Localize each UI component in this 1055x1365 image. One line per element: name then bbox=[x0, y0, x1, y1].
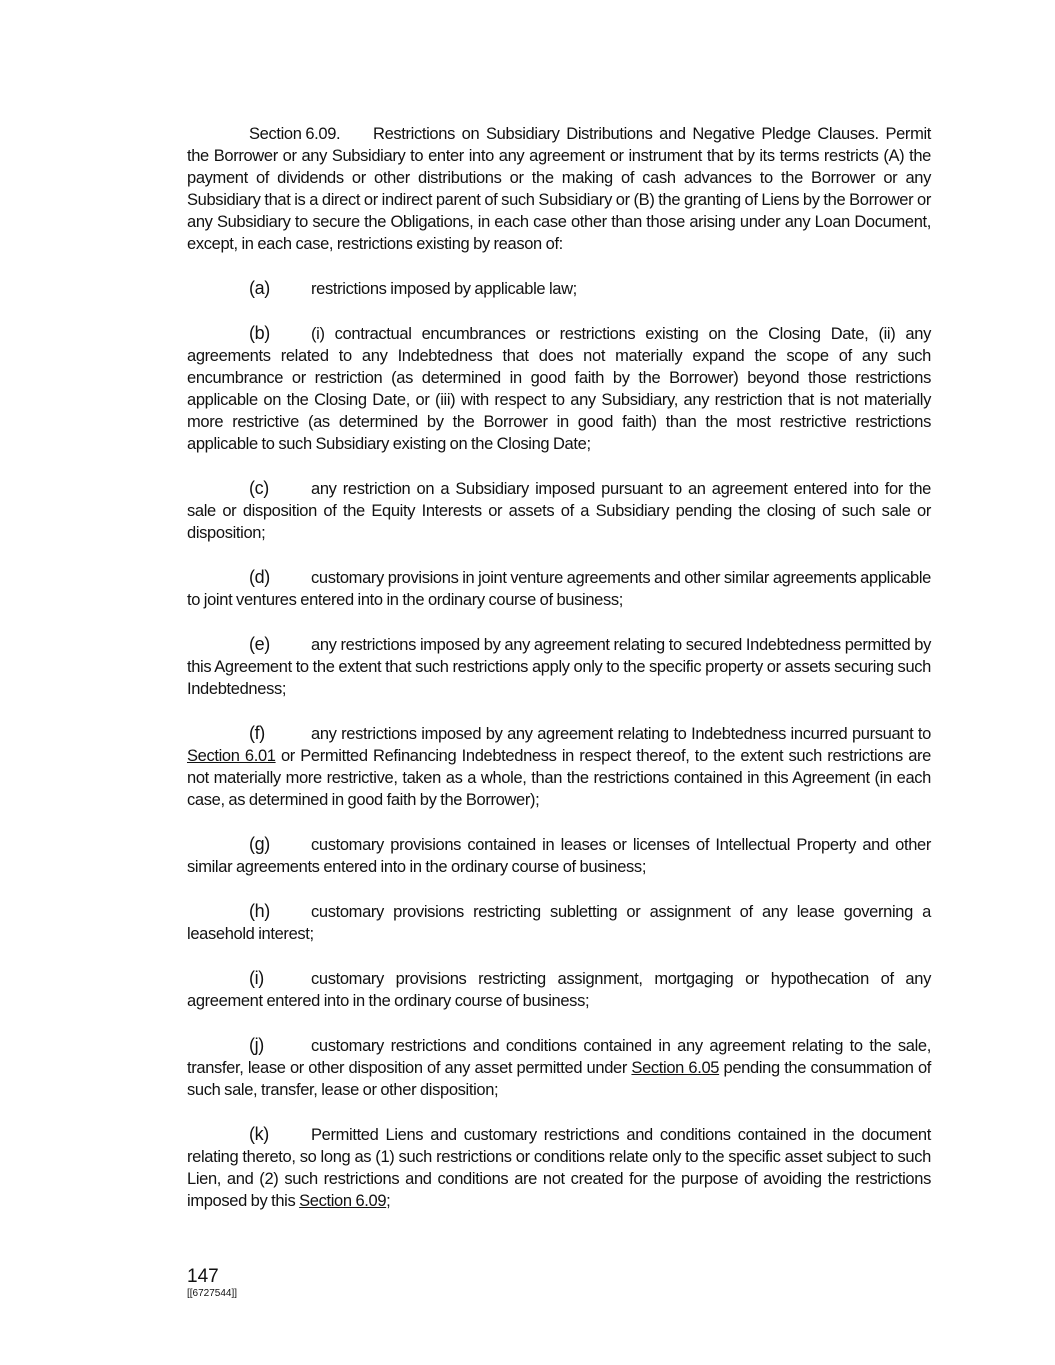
clause-text-continued: or Permitted Refinancing Indebtedness in respect thereof, to the extent such restrictions are not materially more restrictive, taken as a whole, than the restrictions contained in this Agreement (in each case, as determined in good faith by the Borrower); bbox=[187, 747, 931, 809]
clause-d bbox=[187, 566, 931, 611]
section-title: Restrictions on Subsidiary Distributions and Negative Pledge Clauses. bbox=[373, 125, 879, 143]
section-reference-link[interactable]: Section 6.09 bbox=[299, 1192, 387, 1210]
page-footer bbox=[187, 1266, 237, 1300]
clause-g bbox=[187, 833, 931, 878]
document-body bbox=[187, 123, 931, 1234]
clause-text: customary provisions restricting assignment, mortgaging or hypothecation of any agreement entered into in the ordinary course of business; bbox=[187, 970, 931, 1010]
clause-text: customary provisions in joint venture agreements and other similar agreements applicable to joint ventures entered into in the ordinary course of business; bbox=[187, 569, 931, 609]
clause-label: (h) bbox=[249, 901, 270, 921]
clause-label: (c) bbox=[249, 478, 269, 498]
clause-label: (e) bbox=[249, 634, 270, 654]
clause-i bbox=[187, 967, 931, 1012]
document-id: [[6727544]] bbox=[187, 1288, 238, 1299]
clause-text: customary restrictions and conditions contained in any agreement relating to the sale, transfer, lease or other disposition of any asset permitted under bbox=[187, 1037, 931, 1077]
section-reference-link[interactable]: Section 6.01 bbox=[187, 747, 276, 765]
clause-k bbox=[187, 1123, 931, 1212]
clause-text: customary provisions restricting subletting or assignment of any lease governing a leasehold interest; bbox=[187, 903, 931, 943]
clause-label: (d) bbox=[249, 567, 270, 587]
section-reference-link[interactable]: Section 6.05 bbox=[631, 1059, 720, 1077]
clause-j bbox=[187, 1034, 931, 1101]
clause-text: restrictions imposed by applicable law; bbox=[311, 280, 577, 298]
clause-h bbox=[187, 900, 931, 945]
clause-label: (k) bbox=[249, 1124, 269, 1144]
clause-text: any restrictions imposed by any agreement relating to Indebtedness incurred pursuant to bbox=[311, 725, 931, 743]
clause-text: Permitted Liens and customary restrictions and conditions contained in the document relating thereto, so long as (1) such restrictions or conditions relate only to the specific asset subject to such Lien, and (2) such restrictions and conditions are not created for the purpose of avoiding the restrictions imposed by this bbox=[187, 1126, 931, 1210]
clause-label: (b) bbox=[249, 323, 270, 343]
section-heading: Section 6.09. bbox=[249, 125, 341, 143]
clause-f bbox=[187, 722, 931, 811]
section-6-09-paragraph bbox=[187, 123, 931, 255]
clause-text: customary provisions contained in leases or licenses of Intellectual Property and other similar agreements entered into in the ordinary course of business; bbox=[187, 836, 931, 876]
clause-text-continued: pending the consummation of such sale, transfer, lease or other disposition; bbox=[187, 1059, 932, 1099]
page-number: 147 bbox=[187, 1266, 219, 1287]
clause-a bbox=[187, 277, 931, 300]
section-body: Permit the Borrower or any Subsidiary to enter into any agreement or instrument that by its terms restricts (A) the payment of dividends or other distributions or the making of cash advances to the Borrower or any Subsidiary that is a direct or indirect parent of such Subsidiary or (B) the granting of Liens by the Borrower or any Subsidiary to secure the Obligations, in each case other than those arising under any Loan Document, except, in each case, restrictions existing by reason of: bbox=[187, 125, 932, 253]
clause-label: (j) bbox=[249, 1035, 264, 1055]
clause-label: (i) bbox=[249, 968, 264, 988]
clause-label: (g) bbox=[249, 834, 270, 854]
clause-text: any restriction on a Subsidiary imposed pursuant to an agreement entered into for the sale or disposition of the Equity Interests or assets of a Subsidiary pending the closing of such sale or disposition; bbox=[187, 480, 931, 542]
clause-label: (f) bbox=[249, 723, 265, 743]
clause-label: (a) bbox=[249, 278, 270, 298]
clause-c bbox=[187, 477, 931, 544]
clause-text: (i) contractual encumbrances or restrictions existing on the Closing Date, (ii) any agreements related to any Indebtedness that does not materially expand the scope of any such encumbrance or restriction (as determined in good faith by the Borrower) beyond those restrictions applicable on the Closing Date, or (iii) with respect to any Subsidiary, any restriction that is not materially more restrictive (as determined by the Borrower in good faith) than the most restrictive restrictions applicable to such Subsidiary existing on the Closing Date; bbox=[187, 325, 931, 453]
clause-text: any restrictions imposed by any agreement relating to secured Indebtedness permitted by this Agreement to the extent that such restrictions apply only to the specific property or assets securing such Indebtedness; bbox=[187, 636, 931, 698]
clause-e bbox=[187, 633, 931, 700]
clause-b bbox=[187, 322, 931, 455]
clause-text-continued: ; bbox=[386, 1192, 391, 1210]
